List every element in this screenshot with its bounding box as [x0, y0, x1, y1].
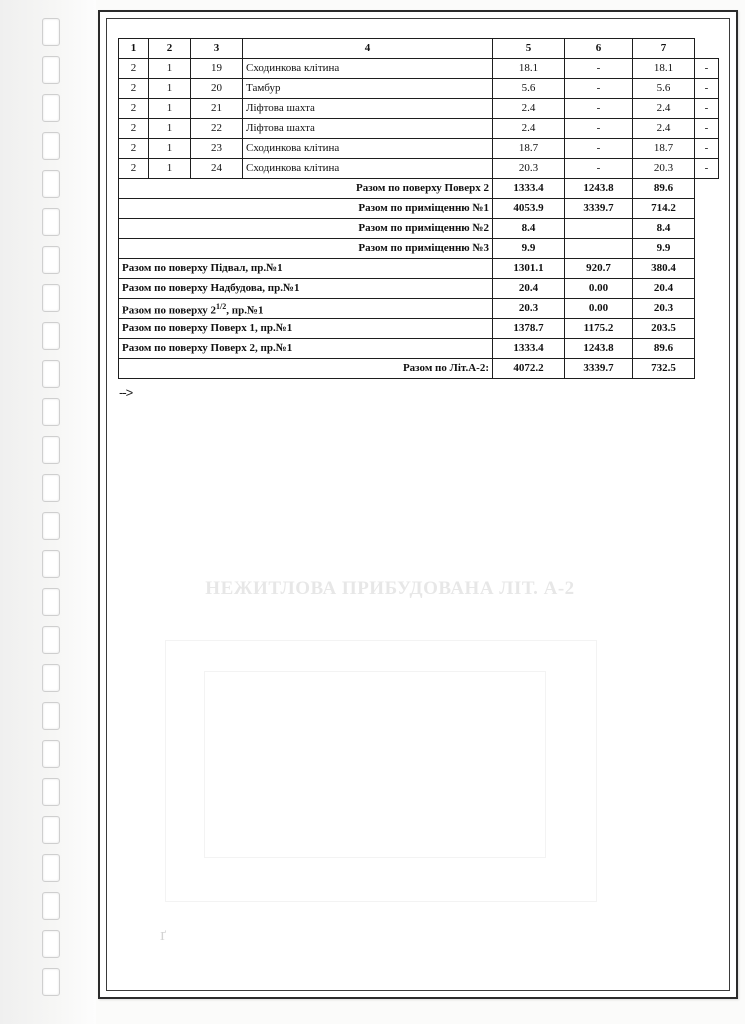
binding-hole [42, 968, 60, 996]
summary-label: Разом по приміщенню №3 [119, 239, 493, 259]
binding-hole [42, 436, 60, 464]
binding-hole [42, 816, 60, 844]
summary-col6 [565, 219, 633, 239]
binding-hole [42, 854, 60, 882]
binding-hole [42, 284, 60, 312]
floor-total-mezzanine [119, 299, 719, 319]
binding-hole [42, 170, 60, 198]
floor-total-label: Разом по поверху Поверх 2, пр.№1 [119, 339, 493, 359]
summary-col5: 8.4 [493, 219, 565, 239]
spacer-cell [695, 339, 719, 359]
row-col7: 20.3 [633, 159, 695, 179]
row-col1: 2 [119, 79, 149, 99]
summary-col5: 1333.4 [493, 179, 565, 199]
row-col5: 2.4 [493, 99, 565, 119]
row-col6: - [565, 119, 633, 139]
spacer-cell [695, 279, 719, 299]
summary-label: Разом по приміщенню №2 [119, 219, 493, 239]
summary-col7: 714.2 [633, 199, 695, 219]
floor-total-label-sup: 1/2 [216, 301, 227, 311]
floor-total-col6: 1175.2 [565, 319, 633, 339]
row-col8: - [695, 99, 719, 119]
row-col1: 2 [119, 139, 149, 159]
row-name: Сходинкова клітина [243, 139, 493, 159]
row-col8: - [695, 119, 719, 139]
binding-hole [42, 398, 60, 426]
binding-hole [42, 550, 60, 578]
row-col1: 2 [119, 99, 149, 119]
table-row [119, 159, 719, 179]
binding-hole [42, 778, 60, 806]
row-col3: 22 [191, 119, 243, 139]
summary-col7: 89.6 [633, 179, 695, 199]
spacer-cell [695, 199, 719, 219]
summary-col6 [565, 239, 633, 259]
row-col8: - [695, 159, 719, 179]
floor-total-label-pre: Разом по поверху 2 [122, 304, 217, 317]
header-cell-5: 5 [493, 39, 565, 59]
row-name: Сходинкова клітина [243, 59, 493, 79]
row-col2: 1 [149, 59, 191, 79]
summary-row-premises2 [119, 219, 719, 239]
binding-hole [42, 360, 60, 388]
binding-hole [42, 740, 60, 768]
row-col6: - [565, 159, 633, 179]
row-col1: 2 [119, 59, 149, 79]
row-col2: 1 [149, 139, 191, 159]
ghost-pencil-mark: ґ [160, 925, 166, 944]
summary-row-premises3 [119, 239, 719, 259]
row-col3: 20 [191, 79, 243, 99]
row-col8: - [695, 139, 719, 159]
spacer-cell [695, 179, 719, 199]
summary-col7: 8.4 [633, 219, 695, 239]
spacer-cell [695, 299, 719, 319]
floor-total-label [119, 299, 493, 319]
spacer-cell [695, 239, 719, 259]
floor-total-col5: 20.4 [493, 279, 565, 299]
premises-area-table [118, 38, 718, 379]
grand-total-col7: 732.5 [633, 359, 695, 379]
binding-hole [42, 208, 60, 236]
floor-total-col5: 1333.4 [493, 339, 565, 359]
row-col7: 2.4 [633, 119, 695, 139]
floor-total-col5: 1378.7 [493, 319, 565, 339]
binding-hole [42, 588, 60, 616]
binding-hole [42, 18, 60, 46]
binding-hole [42, 94, 60, 122]
summary-col6: 3339.7 [565, 199, 633, 219]
grand-total-row [119, 359, 719, 379]
spacer-cell [695, 259, 719, 279]
floor-total-col7: 380.4 [633, 259, 695, 279]
row-col3: 21 [191, 99, 243, 119]
floor-total-col6: 920.7 [565, 259, 633, 279]
arrow-annotation: --> [119, 385, 133, 400]
grand-total-label: Разом по Літ.А-2: [119, 359, 493, 379]
row-col5: 2.4 [493, 119, 565, 139]
header-cell-4: 4 [243, 39, 493, 59]
floor-total-floor1 [119, 319, 719, 339]
header-cell-3: 3 [191, 39, 243, 59]
summary-col6: 1243.8 [565, 179, 633, 199]
grand-total-col6: 3339.7 [565, 359, 633, 379]
table-row [119, 139, 719, 159]
binding-hole [42, 322, 60, 350]
row-col1: 2 [119, 159, 149, 179]
binding-hole [42, 892, 60, 920]
summary-label: Разом по поверху Поверх 2 [119, 179, 493, 199]
header-cell-8 [695, 39, 719, 59]
spacer-cell [695, 219, 719, 239]
binding-strip [0, 0, 96, 1024]
floor-total-superstructure [119, 279, 719, 299]
row-col5: 20.3 [493, 159, 565, 179]
binding-hole [42, 132, 60, 160]
floor-total-col7: 20.4 [633, 279, 695, 299]
binding-hole [42, 930, 60, 958]
row-col7: 5.6 [633, 79, 695, 99]
row-col1: 2 [119, 119, 149, 139]
row-name: Ліфтова шахта [243, 119, 493, 139]
row-col2: 1 [149, 159, 191, 179]
row-col6: - [565, 59, 633, 79]
spacer-cell [695, 319, 719, 339]
floor-total-col5: 1301.1 [493, 259, 565, 279]
summary-col7: 9.9 [633, 239, 695, 259]
row-col3: 19 [191, 59, 243, 79]
table-header-row [119, 39, 719, 59]
row-col6: - [565, 139, 633, 159]
header-cell-7: 7 [633, 39, 695, 59]
floor-total-col6: 0.00 [565, 299, 633, 319]
floor-total-col7: 203.5 [633, 319, 695, 339]
row-name: Сходинкова клітина [243, 159, 493, 179]
floor-total-label: Разом по поверху Поверх 1, пр.№1 [119, 319, 493, 339]
summary-row-premises1 [119, 199, 719, 219]
summary-label: Разом по приміщенню №1 [119, 199, 493, 219]
row-col5: 18.1 [493, 59, 565, 79]
summary-row-floor2 [119, 179, 719, 199]
binding-hole [42, 56, 60, 84]
binding-hole [42, 626, 60, 654]
floor-total-label: Разом по поверху Підвал, пр.№1 [119, 259, 493, 279]
binding-hole [42, 512, 60, 540]
header-cell-2: 2 [149, 39, 191, 59]
row-col7: 2.4 [633, 99, 695, 119]
summary-col5: 9.9 [493, 239, 565, 259]
row-col3: 23 [191, 139, 243, 159]
summary-col5: 4053.9 [493, 199, 565, 219]
table-row [119, 59, 719, 79]
table-row [119, 99, 719, 119]
floor-total-col7: 20.3 [633, 299, 695, 319]
floor-total-basement [119, 259, 719, 279]
floor-total-col7: 89.6 [633, 339, 695, 359]
row-col7: 18.7 [633, 139, 695, 159]
table-row [119, 79, 719, 99]
row-col2: 1 [149, 99, 191, 119]
floor-total-col6: 0.00 [565, 279, 633, 299]
binding-hole [42, 702, 60, 730]
floor-total-floor2 [119, 339, 719, 359]
row-col6: - [565, 99, 633, 119]
floor-total-label-post: , пр.№1 [226, 304, 264, 317]
row-col8: - [695, 79, 719, 99]
row-col8: - [695, 59, 719, 79]
row-col2: 1 [149, 119, 191, 139]
row-col2: 1 [149, 79, 191, 99]
row-col3: 24 [191, 159, 243, 179]
binding-hole [42, 246, 60, 274]
row-name: Тамбур [243, 79, 493, 99]
table-row [119, 119, 719, 139]
floor-total-col5: 20.3 [493, 299, 565, 319]
row-col6: - [565, 79, 633, 99]
row-col5: 5.6 [493, 79, 565, 99]
row-col7: 18.1 [633, 59, 695, 79]
header-cell-6: 6 [565, 39, 633, 59]
binding-hole [42, 664, 60, 692]
spacer-cell [695, 359, 719, 379]
floor-total-label: Разом по поверху Надбудова, пр.№1 [119, 279, 493, 299]
row-col5: 18.7 [493, 139, 565, 159]
floor-total-col6: 1243.8 [565, 339, 633, 359]
grand-total-col5: 4072.2 [493, 359, 565, 379]
table [118, 38, 719, 379]
binding-hole [42, 474, 60, 502]
header-cell-1: 1 [119, 39, 149, 59]
row-name: Ліфтова шахта [243, 99, 493, 119]
